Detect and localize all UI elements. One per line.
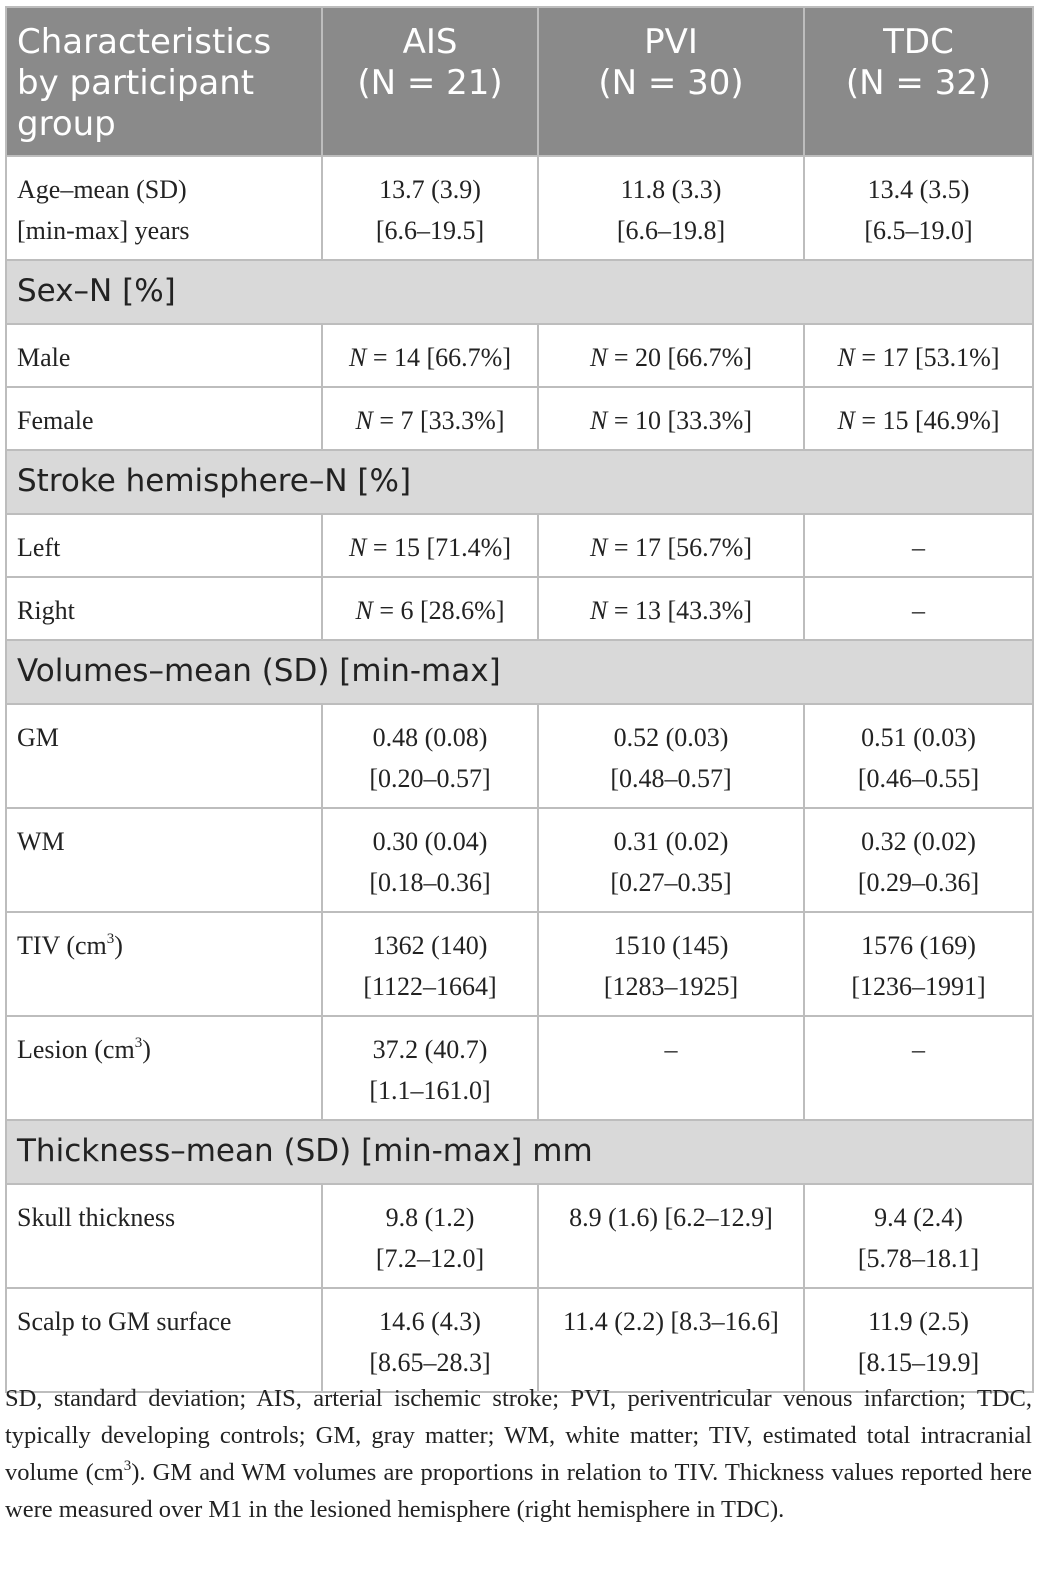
gm-ais: 0.48 (0.08) [0.20–0.57]: [322, 704, 538, 808]
wm-tdc: 0.32 (0.02) [0.29–0.36]: [804, 808, 1033, 912]
lesion-tdc: –: [804, 1016, 1033, 1120]
lesion-pvi: –: [538, 1016, 804, 1120]
tiv-pvi: 1510 (145) [1283–1925]: [538, 912, 804, 1016]
scalp-pvi: 11.4 (2.2) [8.3–16.6]: [538, 1288, 804, 1392]
row-scalp: [6, 1288, 1033, 1392]
male-tdc: N = 17 [53.1%]: [804, 324, 1033, 387]
right-pvi: N = 13 [43.3%]: [538, 577, 804, 640]
wm-pvi: 0.31 (0.02) [0.27–0.35]: [538, 808, 804, 912]
age-pvi: 11.8 (3.3) [6.6–19.8]: [538, 156, 804, 260]
age-tdc: 13.4 (3.5) [6.5–19.0]: [804, 156, 1033, 260]
row-lesion: [6, 1016, 1033, 1120]
header-row: [6, 7, 1033, 156]
left-tdc: –: [804, 514, 1033, 577]
female-tdc: N = 15 [46.9%]: [804, 387, 1033, 450]
row-male: [6, 324, 1033, 387]
row-tiv: [6, 912, 1033, 1016]
section-hemisphere: [6, 450, 1033, 514]
male-label: Male: [6, 324, 322, 387]
scalp-label: Scalp to GM surface: [6, 1288, 322, 1392]
table-footnote: SD, standard deviation; AIS, arterial ischemic stroke; PVI, periventricular venous infarction; TDC, typically developing controls; GM, gray matter; WM, white matter; TIV, estimated total intracranial volume $(cm^3)$. GM and WM volumes are proportions in relation to TIV. Thickness values reported here were measured over M1 in the lesioned hemisphere (right hemisphere in TDC).: [5, 1385, 1032, 1523]
section-thickness-title: Thickness–mean (SD) [min-max] mm: [6, 1120, 1033, 1184]
gm-tdc: 0.51 (0.03) [0.46–0.55]: [804, 704, 1033, 808]
skull-label: Skull thickness: [6, 1184, 322, 1288]
header-ais: AIS (N = 21): [322, 7, 538, 156]
left-ais: N = 15 [71.4%]: [322, 514, 538, 577]
male-ais: N = 14 [66.7%]: [322, 324, 538, 387]
header-pvi: PVI (N = 30): [538, 7, 804, 156]
skull-pvi: 8.9 (1.6) [6.2–12.9]: [538, 1184, 804, 1288]
row-skull: [6, 1184, 1033, 1288]
header-tdc: TDC (N = 32): [804, 7, 1033, 156]
section-sex: [6, 260, 1033, 324]
lesion-label: Lesion $(cm^3)$: [6, 1016, 322, 1120]
wm-ais: 0.30 (0.04) [0.18–0.36]: [322, 808, 538, 912]
gm-pvi: 0.52 (0.03) [0.48–0.57]: [538, 704, 804, 808]
scalp-ais: 14.6 (4.3) [8.65–28.3]: [322, 1288, 538, 1392]
section-volumes-title: Volumes–mean (SD) [min-max]: [6, 640, 1033, 704]
female-label: Female: [6, 387, 322, 450]
male-pvi: N = 20 [66.7%]: [538, 324, 804, 387]
section-sex-title: Sex–N [%]: [6, 260, 1033, 324]
tiv-ais: 1362 (140) [1122–1664]: [322, 912, 538, 1016]
section-hemisphere-title: Stroke hemisphere–N [%]: [6, 450, 1033, 514]
scalp-tdc: 11.9 (2.5) [8.15–19.9]: [804, 1288, 1033, 1392]
left-label: Left: [6, 514, 322, 577]
header-characteristics: Characteristics by participant group: [6, 7, 322, 156]
gm-label: GM: [6, 704, 322, 808]
wm-label: WM: [6, 808, 322, 912]
row-gm: [6, 704, 1033, 808]
row-female: [6, 387, 1033, 450]
skull-tdc: 9.4 (2.4) [5.78–18.1]: [804, 1184, 1033, 1288]
row-age: [6, 156, 1033, 260]
right-tdc: –: [804, 577, 1033, 640]
right-ais: N = 6 [28.6%]: [322, 577, 538, 640]
section-thickness: [6, 1120, 1033, 1184]
row-right: [6, 577, 1033, 640]
female-ais: N = 7 [33.3%]: [322, 387, 538, 450]
left-pvi: N = 17 [56.7%]: [538, 514, 804, 577]
skull-ais: 9.8 (1.2) [7.2–12.0]: [322, 1184, 538, 1288]
tiv-tdc: 1576 (169) [1236–1991]: [804, 912, 1033, 1016]
row-left: [6, 514, 1033, 577]
right-label: Right: [6, 577, 322, 640]
tiv-label: TIV $(cm^3)$: [6, 912, 322, 1016]
participant-characteristics-table: [5, 6, 1034, 1393]
female-pvi: N = 10 [33.3%]: [538, 387, 804, 450]
lesion-ais: 37.2 (40.7) [1.1–161.0]: [322, 1016, 538, 1120]
section-volumes: [6, 640, 1033, 704]
age-label: Age–mean (SD) [min-max] years: [6, 156, 322, 260]
row-wm: [6, 808, 1033, 912]
age-ais: 13.7 (3.9) [6.6–19.5]: [322, 156, 538, 260]
